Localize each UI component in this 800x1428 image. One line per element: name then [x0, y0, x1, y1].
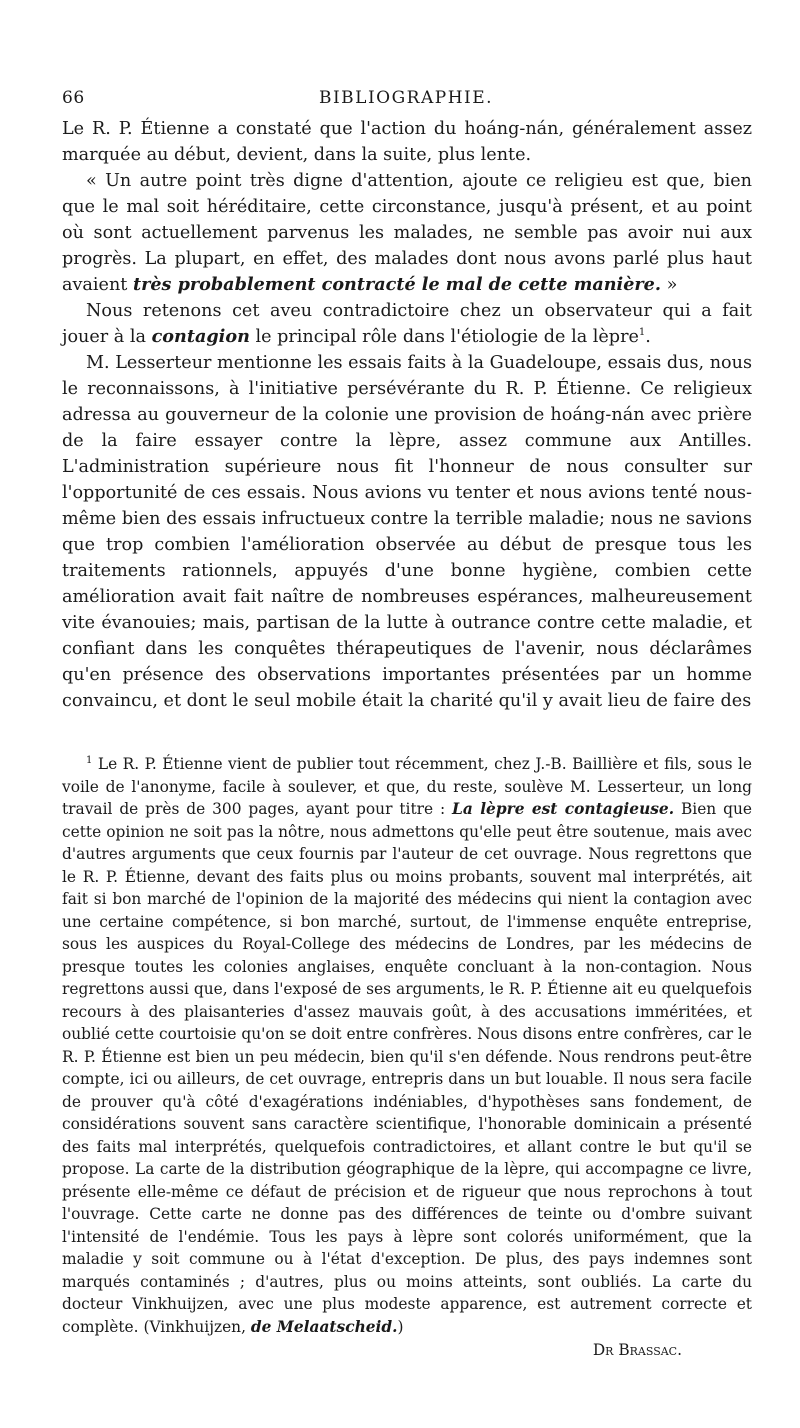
- paragraph-2: [62, 168, 752, 298]
- main-text: [62, 116, 752, 714]
- footnote-text-b: Bien que cette opinion ne soit pas la nôtre, nous admettons qu'elle peut être soutenue, mais avec d'autres arguments que ceux fournis par l'auteur de cet ouvrage. Nous regrettons que le R. P. Étienne, devant des faits plus ou moins probants, souvent mal interprétés, ait fait si bon marché de l'opinion de la majorité des médecins qui nient la contagion avec une certaine compétence, si bon marché, surtout, de l'immense enquête entreprise, sous les auspices du Royal-College des médecins de Londres, par les médecins de presque toutes les colonies anglaises, enquête concluant à la non-contagion. Nous regrettons aussi que, dans l'exposé de ses arguments, le R. P. Étienne ait eu quelquefois recours à des plaisanteries d'assez mauvais goût, à des accusations imméritées, et oublié cette courtoisie qu'on se doit entre confrères. Nous disons entre confrères, car le R. P. Étienne est bien un peu médecin, bien qu'il s'en défende. Nous rendrons peut-être compte, ici ou ailleurs, de cet ouvrage, entrepris dans un but louable. Il nous sera facile de prouver qu'à côté d'exagérations indéniables, d'hypothèses sans fondement, de considérations souvent sans caractère scientifique, l'honorable dominicain a présenté des faits mal interprétés, quelquefois contradictoires, et allant contre le but qu'il se propose. La carte de la distribution géographique de la lèpre, qui accompagne ce livre, présente elle-même ce défaut de précision et de rigueur que nous reprochons à tout l'ouvrage. Cette carte ne donne pas des différences de teinte ou d'ombre suivant l'intensité de l'endémie. Tous les pays à lèpre sont colorés uniformément, que la maladie y soit commune ou à l'état d'exception. De plus, des pays indemnes sont marqués contaminés ; d'autres, plus ou moins atteints, sont oubliés. La carte du docteur Vinkhuijzen, avec une plus modeste apparence, est autrement correcte et complète. (Vinkhuijzen,: [62, 800, 752, 1336]
- footnote-text-a: Le R. P. Étienne vient de publier tout récemment, chez J.-B. Baillière et fils, sous le voile de l'anonyme, facile à soulever, et que, du reste, soulève M. Lesserteur, un long travail de près de 300 pages, ayant pour titre :: [62, 755, 752, 818]
- paragraph-3: [62, 298, 752, 350]
- paragraph-2-end: »: [661, 275, 678, 295]
- footnote-text-c: ): [397, 1317, 404, 1336]
- paragraph-3-text-a: Nous retenons cet aveu contradictoire chez un observateur qui a fait jouer à la: [62, 301, 752, 347]
- page-number: 66: [62, 88, 85, 108]
- footnote-1: [62, 753, 752, 1338]
- footnote-reference-title: de Melaatscheid.: [250, 1317, 398, 1336]
- paragraph-1: Le R. P. Étienne a constaté que l'action du hoáng-nán, généralement assez marquée au début, devient, dans la suite, plus lente.: [62, 119, 752, 165]
- footnote-mark: 1: [86, 754, 93, 766]
- footnote-book-title: La lèpre est contagieuse.: [452, 800, 675, 818]
- author-signature: [62, 1338, 752, 1362]
- paragraph-3-emphasis: contagion: [151, 326, 250, 347]
- paragraph-3-text-c: .: [645, 327, 651, 347]
- paragraph-4: M. Lesserteur mentionne les essais faits à la Guadeloupe, essais dus, nous le reconnaissons, à l'initiative persévérante du R. P. Étienne. Ce religieux adressa au gouverneur de la colonie une provision de hoáng-nán avec prière de la faire essayer contre la lèpre, assez commune aux Antilles. L'administration supérieure nous fit l'honneur de nous consulter sur l'opportunité de ces essais. Nous avions vu tenter et nous avions tenté nous-même bien des essais infructueux contre la terrible maladie; nous ne savions que trop combien l'amélioration observée au début de presque tous les traitements rationnels, appuyés d'une bonne hygiène, combien cette amélioration avait fait naître de nombreuses espérances, malheureusement vite évanouies; mais, partisan de la lutte à outrance contre cette maladie, et confiant dans les conquêtes thérapeutiques de l'avenir, nous déclarâmes qu'en présence des observations importantes présentées par un homme convaincu, et dont le seul mobile était la charité qu'il y avait lieu de faire des: [62, 353, 752, 711]
- paragraph-2-emphasis: très probablement contracté le mal de cette manière.: [132, 274, 662, 295]
- signature-text: Dr Brassac.: [592, 1341, 682, 1359]
- running-head: BIBLIOGRAPHIE.: [318, 88, 494, 108]
- footnote-reference[interactable]: 1: [638, 327, 646, 339]
- paragraph-2-text: « Un autre point très digne d'attention, ajoute ce religieu est que, bien que le mal soit héréditaire, cette circonstance, jusqu'à présent, et au point où sont actuellement parvenus les malades, ne semble pas avoir nui aux progrès. La plupart, en effet, des malades dont nous avons parlé plus haut avaient: [62, 171, 752, 295]
- page-header: [62, 88, 750, 110]
- footnote-block: [62, 753, 752, 1362]
- paragraph-3-text-b: le principal rôle dans l'étiologie de la lèpre: [249, 327, 639, 347]
